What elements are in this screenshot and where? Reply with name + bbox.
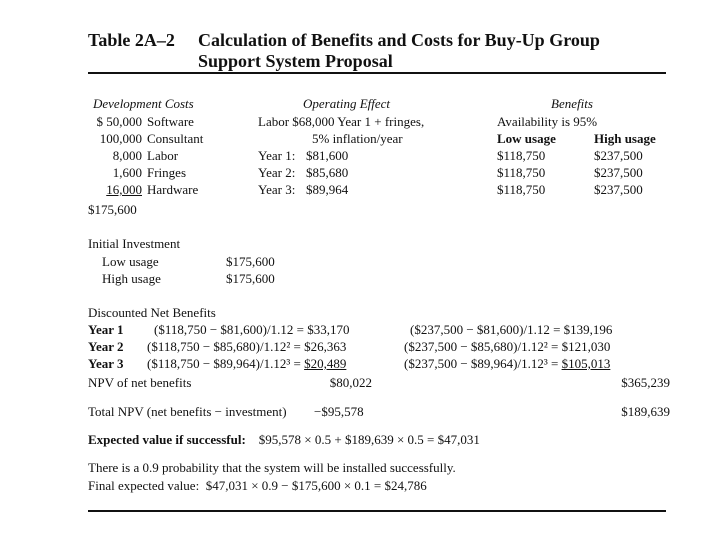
initial-investment-header: Initial Investment	[88, 236, 181, 251]
discounted-year3-high-value: $105,013	[561, 356, 611, 371]
dev-total: $175,600	[88, 202, 137, 217]
benefits-low-3: $118,750	[497, 182, 546, 197]
operating-year3-label: Year 3:	[258, 182, 296, 197]
dev-label-consultant: Consultant	[147, 131, 204, 146]
dev-amount-labor: 8,000	[112, 148, 142, 163]
discounted-year3-low	[147, 356, 346, 372]
benefits-low-header: Low usage	[497, 131, 556, 146]
title-line-2: Support System Proposal	[198, 51, 393, 71]
title-line-1: Calculation of Benefits and Costs for Buy-Up Group	[198, 30, 600, 50]
discounted-year1-low: ($118,750 − $81,600)/1.12 = $33,170	[154, 322, 350, 337]
discounted-year2-label: Year 2	[88, 339, 124, 354]
discounted-year3-low-formula: ($118,750 − $89,964)/1.12³ =	[147, 356, 305, 371]
benefits-high-3: $237,500	[594, 182, 643, 197]
final-value-line	[88, 478, 427, 494]
discounted-year3-high-formula: ($237,500 − $89,964)/1.12³ =	[404, 356, 562, 371]
benefits-high-header: High usage	[594, 131, 656, 146]
benefits-low-1: $118,750	[497, 148, 546, 163]
discounted-year2-high: ($237,500 − $85,680)/1.12² = $121,030	[404, 339, 611, 354]
dev-amount-hardware: 16,000	[106, 182, 142, 197]
dev-label-hardware: Hardware	[147, 182, 199, 197]
dev-label-software: Software	[147, 114, 194, 129]
discounted-year3-high	[404, 356, 610, 372]
dev-amount-fringes: 1,600	[112, 165, 142, 180]
npv-high: $365,239	[621, 375, 670, 390]
benefits-high-1: $237,500	[594, 148, 643, 163]
initial-low-label: Low usage	[102, 254, 159, 269]
operating-year1-value: $81,600	[306, 148, 349, 163]
table-title	[198, 30, 600, 72]
benefits-low-2: $118,750	[497, 165, 546, 180]
dev-label-fringes: Fringes	[147, 165, 186, 180]
discounted-year1-label: Year 1	[88, 322, 124, 337]
operating-year3-value: $89,964	[306, 182, 349, 197]
final-value-label: Final expected value:	[88, 478, 200, 493]
initial-high-value: $175,600	[226, 271, 275, 286]
top-rule	[88, 72, 666, 74]
total-npv-label: Total NPV (net benefits − investment)	[88, 404, 287, 419]
npv-label: NPV of net benefits	[88, 375, 192, 390]
dev-label-labor: Labor	[147, 148, 179, 163]
expected-value-formula: $95,578 × 0.5 + $189,639 × 0.5 = $47,031	[258, 432, 480, 447]
operating-year1-label: Year 1:	[258, 148, 296, 163]
expected-value-line	[88, 432, 480, 448]
total-npv-low: −$95,578	[314, 404, 364, 419]
development-costs-header: Development Costs	[93, 96, 194, 111]
dev-amount-software: $ 50,000	[96, 114, 142, 129]
probability-note: There is a 0.9 probability that the system will be installed successfully.	[88, 460, 456, 475]
table-label: Table 2A–2	[88, 30, 175, 50]
npv-low: $80,022	[329, 375, 372, 390]
operating-year2-label: Year 2:	[258, 165, 296, 180]
discounted-year3-low-value: $20,489	[304, 356, 347, 371]
bottom-rule	[88, 510, 666, 512]
operating-line-2: 5% inflation/year	[312, 131, 403, 146]
final-value-formula: $47,031 × 0.9 − $175,600 × 0.1 = $24,786	[205, 478, 427, 493]
discounted-year1-high: ($237,500 − $81,600)/1.12 = $139,196	[410, 322, 613, 337]
total-npv-high: $189,639	[621, 404, 670, 419]
benefits-availability: Availability is 95%	[497, 114, 598, 129]
initial-low-value: $175,600	[226, 254, 275, 269]
discounted-header: Discounted Net Benefits	[88, 305, 216, 320]
dev-amount-consultant: 100,000	[99, 131, 142, 146]
discounted-year2-low: ($118,750 − $85,680)/1.12² = $26,363	[147, 339, 347, 354]
initial-high-label: High usage	[102, 271, 161, 286]
operating-line-1: Labor $68,000 Year 1 + fringes,	[258, 114, 425, 129]
discounted-year3-label: Year 3	[88, 356, 124, 371]
benefits-header: Benefits	[551, 96, 593, 111]
benefits-high-2: $237,500	[594, 165, 643, 180]
expected-value-label: Expected value if successful:	[88, 432, 246, 447]
operating-year2-value: $85,680	[306, 165, 349, 180]
operating-effect-header: Operating Effect	[303, 96, 391, 111]
